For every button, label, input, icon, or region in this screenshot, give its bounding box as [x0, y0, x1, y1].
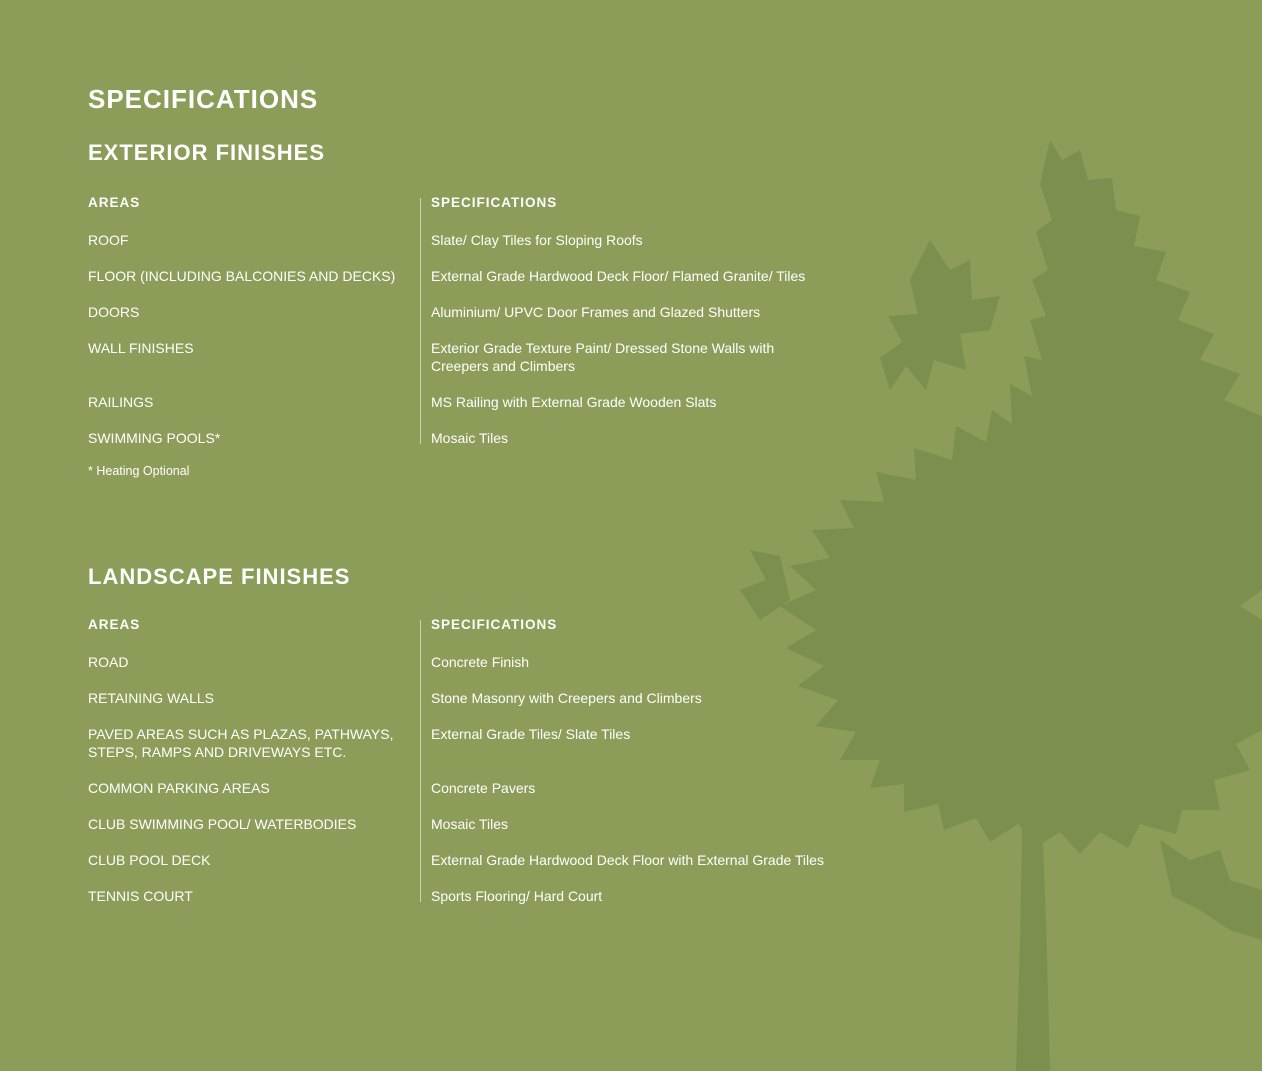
- area-cell: RETAINING WALLS: [88, 690, 215, 706]
- area-cell: WALL FINISHES: [88, 340, 194, 356]
- column-divider: [420, 198, 421, 444]
- landscape-finishes-title: LANDSCAPE FINISHES: [88, 564, 351, 589]
- area-cell: ROAD: [88, 654, 129, 670]
- spec-cell: MS Railing with External Grade Wooden Slats: [431, 394, 717, 410]
- column-divider: [420, 620, 421, 902]
- area-cell: CLUB SWIMMING POOL/ WATERBODIES: [88, 816, 357, 832]
- spec-cell: Mosaic Tiles: [431, 430, 509, 446]
- landscape-areas-header: AREAS: [88, 617, 141, 632]
- area-cell: COMMON PARKING AREAS: [88, 780, 270, 796]
- spec-cell: Concrete Finish: [431, 654, 530, 670]
- tree-silhouette: [720, 120, 1262, 1071]
- page-title: SPECIFICATIONS: [88, 84, 319, 114]
- exterior-specs-header: SPECIFICATIONS: [431, 195, 558, 210]
- area-cell: FLOOR (INCLUDING BALCONIES AND DECKS): [88, 268, 396, 284]
- landscape-specs-header: SPECIFICATIONS: [431, 617, 558, 632]
- area-cell: PAVED AREAS SUCH AS PLAZAS, PATHWAYS, STEPS, RAMPS AND DRIVEWAYS ETC.: [88, 726, 394, 760]
- spec-cell: External Grade Tiles/ Slate Tiles: [431, 726, 631, 742]
- spec-cell: Mosaic Tiles: [431, 816, 509, 832]
- spec-cell: Slate/ Clay Tiles for Sloping Roofs: [431, 232, 643, 248]
- spec-cell: Sports Flooring/ Hard Court: [431, 888, 603, 904]
- area-cell: SWIMMING POOLS*: [88, 430, 221, 446]
- area-cell: RAILINGS: [88, 394, 154, 410]
- area-cell: DOORS: [88, 304, 140, 320]
- exterior-areas-header: AREAS: [88, 195, 141, 210]
- spec-cell: Aluminium/ UPVC Door Frames and Glazed Shutters: [431, 304, 761, 320]
- spec-cell: Concrete Pavers: [431, 780, 536, 796]
- spec-cell: External Grade Hardwood Deck Floor with External Grade Tiles: [431, 852, 824, 868]
- exterior-finishes-title: EXTERIOR FINISHES: [88, 140, 326, 165]
- spec-cell: Exterior Grade Texture Paint/ Dressed Stone Walls with Creepers and Climbers: [431, 340, 775, 374]
- area-cell: CLUB POOL DECK: [88, 852, 211, 868]
- area-cell: TENNIS COURT: [88, 888, 193, 904]
- spec-cell: Stone Masonry with Creepers and Climbers: [431, 690, 702, 706]
- footnote: * Heating Optional: [88, 464, 190, 478]
- area-cell: ROOF: [88, 232, 129, 248]
- spec-cell: External Grade Hardwood Deck Floor/ Flamed Granite/ Tiles: [431, 268, 806, 284]
